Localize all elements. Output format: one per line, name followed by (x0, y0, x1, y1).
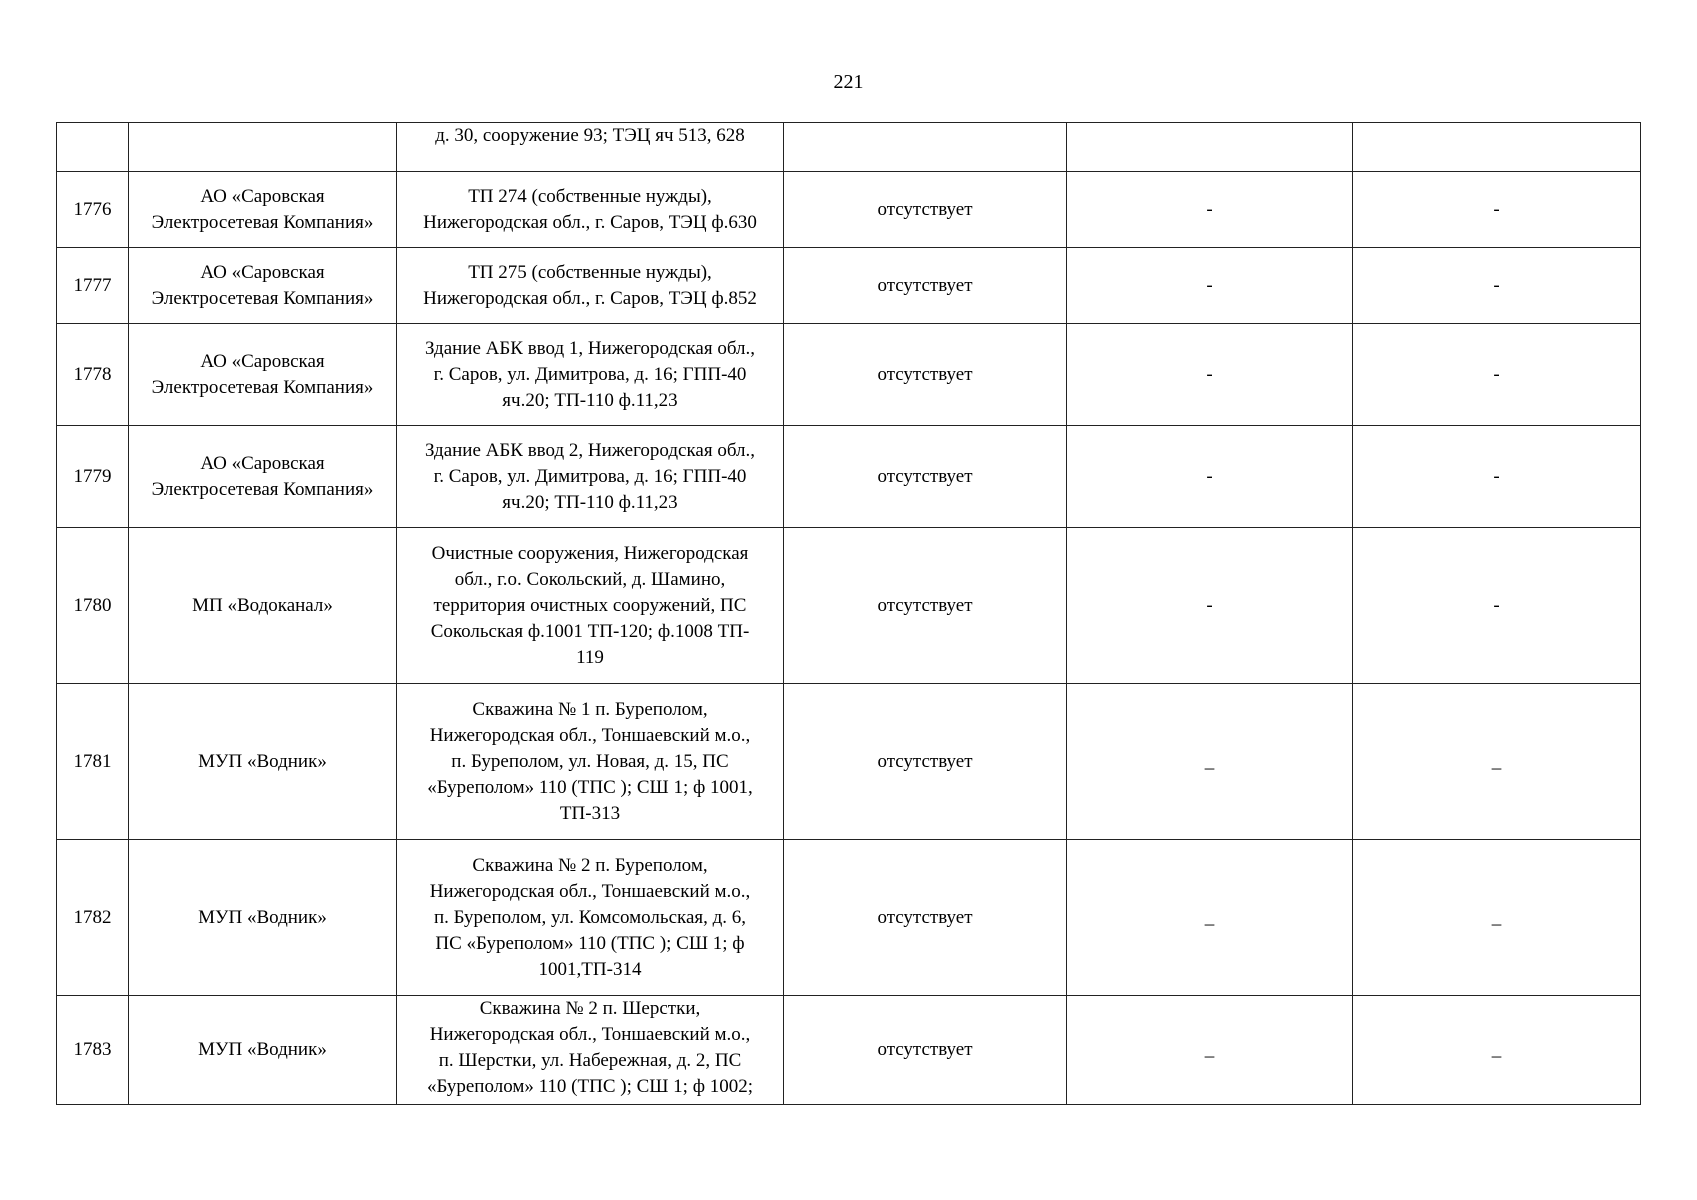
address-line: Нижегородская обл., Тоншаевский м.о., (429, 880, 751, 902)
address-line: Сокольская ф.1001 ТП-120; ф.1008 ТП- (430, 620, 750, 642)
address-line: ПС «Буреполом» 110 (ТПС ); СШ 1; ф (435, 932, 745, 954)
cell-col6 (1353, 123, 1641, 172)
cell-organization (129, 528, 397, 684)
organization-line: МП «Водоканал» (192, 594, 333, 616)
cell-status (784, 123, 1067, 172)
address-line: Здание АБК ввод 1, Нижегородская обл., (424, 337, 755, 359)
organization-line: МУП «Водник» (198, 750, 327, 772)
address-line: яч.20; ТП-110 ф.11,23 (502, 389, 678, 411)
address-line: Скважина № 2 п. Шерстки, (479, 998, 701, 1019)
cell-col5 (1067, 123, 1353, 172)
cell-organization (129, 840, 397, 996)
cell-number: 1783 (57, 996, 129, 1105)
organization-line: Электросетевая Компания» (151, 478, 374, 500)
cell-col5: _ (1067, 996, 1353, 1105)
table-row (57, 123, 1641, 172)
table-row (57, 528, 1641, 684)
cell-number (57, 123, 129, 172)
address-line: ТП-313 (559, 802, 621, 824)
cell-status: отсутствует (784, 528, 1067, 684)
cell-col5: - (1067, 172, 1353, 248)
cell-organization (129, 684, 397, 840)
address-line: 1001,ТП-314 (538, 958, 642, 980)
table-row (57, 248, 1641, 324)
cell-number: 1777 (57, 248, 129, 324)
cell-address (397, 996, 784, 1105)
cell-status: отсутствует (784, 840, 1067, 996)
cell-address (397, 840, 784, 996)
address-line: Скважина № 1 п. Буреполом, (472, 698, 708, 720)
table-row (57, 172, 1641, 248)
cell-organization (129, 172, 397, 248)
cell-address (397, 248, 784, 324)
cell-col6: _ (1353, 996, 1641, 1105)
table-row (57, 840, 1641, 996)
address-line: п. Буреполом, ул. Новая, д. 15, ПС (451, 750, 729, 772)
cell-col6: _ (1353, 684, 1641, 840)
data-table (56, 122, 1641, 1105)
cell-address (397, 426, 784, 528)
cell-col6: _ (1353, 840, 1641, 996)
table-row (57, 996, 1641, 1105)
cell-status: отсутствует (784, 996, 1067, 1105)
cell-col5: - (1067, 324, 1353, 426)
organization-line: АО «Саровская (200, 452, 325, 474)
address-line: г. Саров, ул. Димитрова, д. 16; ГПП-40 (433, 363, 747, 385)
organization-line: АО «Саровская (200, 185, 325, 207)
address-line: Нижегородская обл., Тоншаевский м.о., (429, 1024, 751, 1045)
address-line: территория очистных сооружений, ПС (433, 594, 747, 616)
cell-organization (129, 324, 397, 426)
address-line: обл., г.о. Сокольский, д. Шамино, (454, 568, 726, 590)
organization-line: МУП «Водник» (198, 1039, 327, 1060)
cell-col6: - (1353, 426, 1641, 528)
cell-col5: - (1067, 248, 1353, 324)
page-number: 221 (833, 71, 864, 93)
cell-status: отсутствует (784, 172, 1067, 248)
address-line: ТП 274 (собственные нужды), (468, 185, 712, 207)
cell-status: отсутствует (784, 248, 1067, 324)
address-line: Скважина № 2 п. Буреполом, (472, 854, 708, 876)
organization-line: Электросетевая Компания» (151, 376, 374, 398)
cell-number: 1782 (57, 840, 129, 996)
cell-number: 1780 (57, 528, 129, 684)
address-line: п. Буреполом, ул. Комсомольская, д. 6, (433, 906, 747, 928)
table-row (57, 324, 1641, 426)
cell-status: отсутствует (784, 426, 1067, 528)
cell-col6: - (1353, 528, 1641, 684)
address-line: Нижегородская обл., г. Саров, ТЭЦ ф.852 (423, 287, 757, 309)
address-line: «Буреполом» 110 (ТПС ); СШ 1; ф 1002; (426, 1076, 754, 1097)
table-row (57, 684, 1641, 840)
table-body (57, 123, 1641, 1105)
organization-line: Электросетевая Компания» (151, 211, 374, 233)
cell-col6: - (1353, 172, 1641, 248)
cell-col6: - (1353, 248, 1641, 324)
cell-col5: _ (1067, 684, 1353, 840)
cell-address (397, 528, 784, 684)
address-line: «Буреполом» 110 (ТПС ); СШ 1; ф 1001, (427, 776, 753, 798)
address-line: Нижегородская обл., Тоншаевский м.о., (429, 724, 751, 746)
cell-number: 1779 (57, 426, 129, 528)
cell-organization (129, 123, 397, 172)
cell-col6: - (1353, 324, 1641, 426)
cell-number: 1778 (57, 324, 129, 426)
cell-organization (129, 426, 397, 528)
organization-line: АО «Саровская (200, 350, 325, 372)
address-line: д. 30, сооружение 93; ТЭЦ яч 513, 628 (435, 125, 745, 146)
organization-line: МУП «Водник» (198, 906, 327, 928)
organization-line: Электросетевая Компания» (151, 287, 374, 309)
cell-col5: - (1067, 426, 1353, 528)
organization-line: АО «Саровская (200, 261, 325, 283)
cell-number: 1776 (57, 172, 129, 248)
cell-status: отсутствует (784, 684, 1067, 840)
cell-address (397, 684, 784, 840)
cell-col5: _ (1067, 840, 1353, 996)
cell-organization (129, 248, 397, 324)
address-line: Здание АБК ввод 2, Нижегородская обл., (424, 439, 755, 461)
cell-organization (129, 996, 397, 1105)
address-line: яч.20; ТП-110 ф.11,23 (502, 491, 678, 513)
cell-address (397, 324, 784, 426)
address-line: 119 (576, 646, 604, 668)
address-line: п. Шерстки, ул. Набережная, д. 2, ПС (438, 1050, 742, 1071)
address-line: Очистные сооружения, Нижегородская (431, 542, 749, 564)
cell-number: 1781 (57, 684, 129, 840)
cell-col5: - (1067, 528, 1353, 684)
cell-address (397, 123, 784, 172)
address-line: ТП 275 (собственные нужды), (468, 261, 712, 283)
address-line: Нижегородская обл., г. Саров, ТЭЦ ф.630 (423, 211, 757, 233)
table-row (57, 426, 1641, 528)
address-line: г. Саров, ул. Димитрова, д. 16; ГПП-40 (433, 465, 747, 487)
cell-status: отсутствует (784, 324, 1067, 426)
cell-address (397, 172, 784, 248)
